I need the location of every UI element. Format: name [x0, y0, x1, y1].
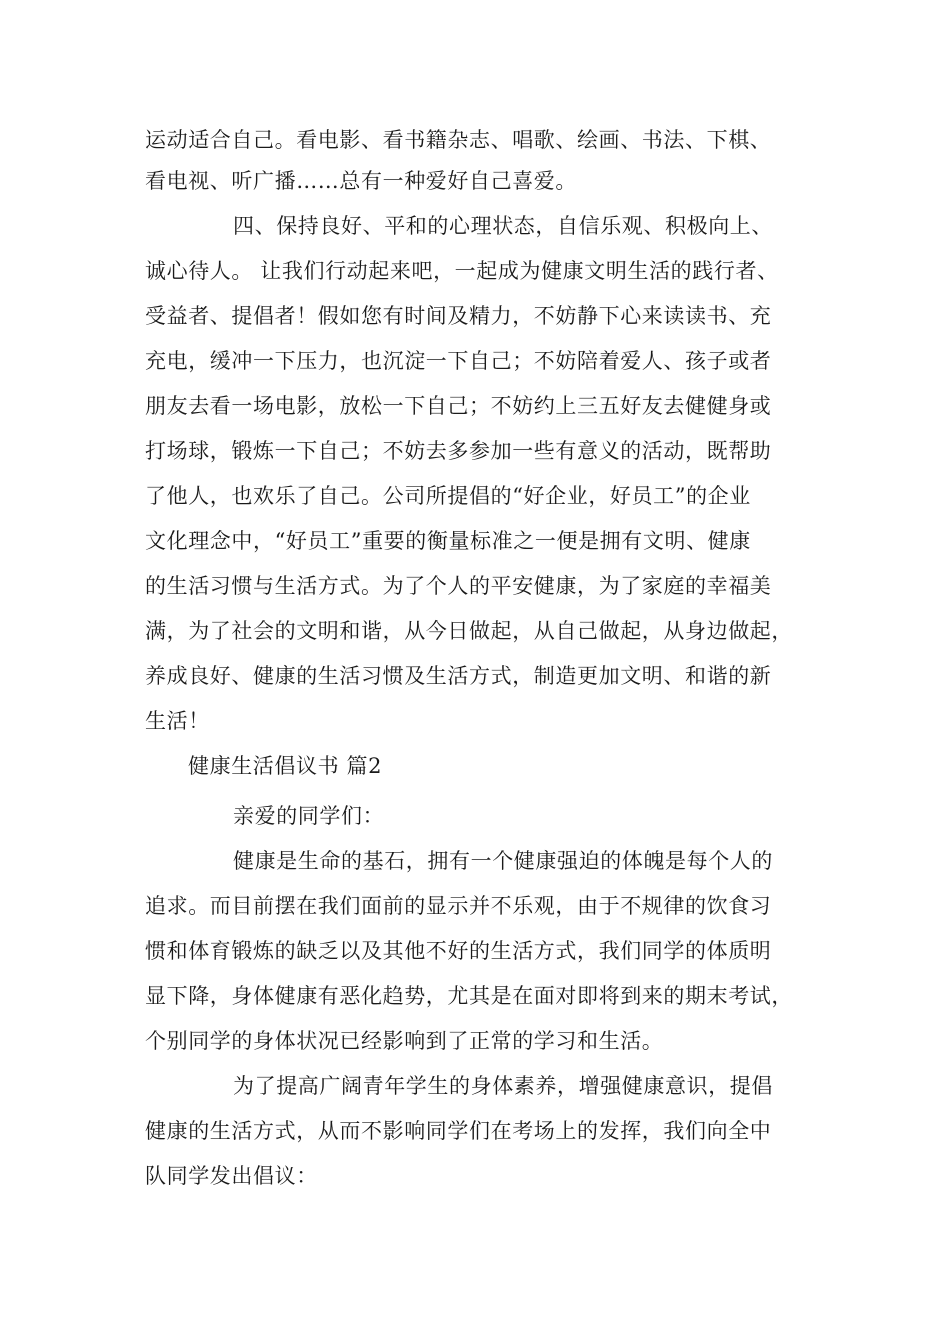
text-line: 养成良好、健康的生活习惯及生活方式，制造更加文明、和谐的新 — [145, 664, 772, 688]
text-line: 朋友去看一场电影，放松一下自己；不妨约上三五好友去健健身或 — [145, 394, 772, 418]
text-line: 个别同学的身体状况已经影响到了正常的学习和生活。 — [145, 1029, 664, 1053]
text-line: 队同学发出倡议： — [145, 1164, 318, 1188]
text-line: 看电视、听广播……总有一种爱好自己喜爱。 — [145, 169, 577, 193]
text-line: 为了提高广阔青年学生的身体素养，增强健康意识，提倡 — [233, 1074, 773, 1098]
text-line: 生活！ — [145, 709, 210, 733]
text-line: 受益者、提倡者！假如您有时间及精力，不妨静下心来读读书、充 — [145, 304, 772, 328]
text-line: 了他人，也欢乐了自己。公司所提倡的“好企业，好员工”的企业 — [145, 484, 751, 508]
text-line: 运动适合自己。看电影、看书籍杂志、唱歌、绘画、书法、下棋、 — [145, 128, 772, 152]
text-line: 的生活习惯与生活方式。为了个人的平安健康，为了家庭的幸福美 — [145, 574, 772, 598]
text-line: 文化理念中，“好员工”重要的衡量标准之一便是拥有文明、健康 — [145, 529, 751, 553]
text-line: 诚心待人。 让我们行动起来吧，一起成为健康文明生活的践行者、 — [145, 259, 779, 283]
salutation: 亲爱的同学们： — [233, 804, 385, 828]
text-line: 惯和体育锻炼的缺乏以及其他不好的生活方式，我们同学的体质明 — [145, 939, 772, 963]
text-line: 打场球，锻炼一下自己；不妨去多参加一些有意义的活动，既帮助 — [145, 439, 772, 463]
text-line: 显下降，身体健康有恶化趋势，尤其是在面对即将到来的期末考试， — [145, 984, 793, 1008]
text-line: 健康是生命的基石，拥有一个健康强迫的体魄是每个人的 — [233, 849, 773, 873]
text-line: 满，为了社会的文明和谐，从今日做起，从自己做起，从身边做起， — [145, 619, 793, 643]
text-line: 充电，缓冲一下压力，也沉淀一下自己；不妨陪着爱人、孩子或者 — [145, 349, 772, 373]
text-line: 四、保持良好、平和的心理状态，自信乐观、积极向上、 — [233, 214, 773, 238]
text-line: 健康的生活方式，从而不影响同学们在考场上的发挥，我们向全中 — [145, 1119, 772, 1143]
text-line: 追求。而目前摆在我们面前的显示并不乐观，由于不规律的饮食习 — [145, 894, 772, 918]
section-heading: 健康生活倡议书 篇2 — [188, 754, 383, 778]
